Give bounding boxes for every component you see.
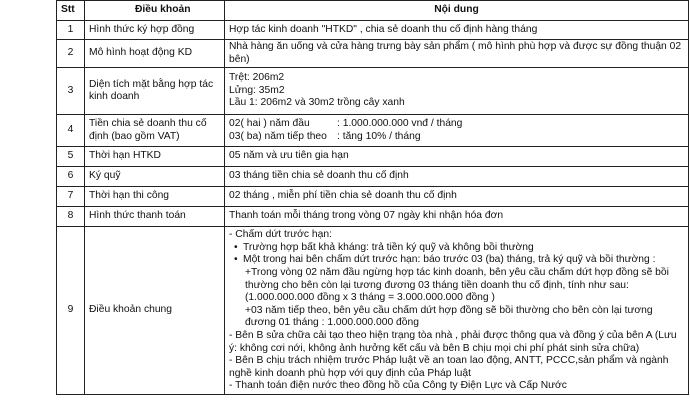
header-term: Điều khoản: [85, 1, 225, 21]
table-row: [57, 40, 689, 68]
contract-terms-page: [56, 0, 688, 417]
table-row: [57, 227, 689, 395]
row-content: [225, 115, 689, 147]
clause-line: - Thanh toán điện nước theo đồng hồ của Công ty Điện Lực và Cấp Nước: [229, 380, 567, 392]
row-term: Tiền chia sẻ doanh thu cố định (bao gồm VAT): [85, 115, 225, 147]
row-term: Hình thức thanh toán: [85, 207, 225, 227]
row-term: Hình thức ký hợp đồng: [85, 21, 225, 40]
clause-line: - Chấm dứt trước hạn:: [229, 229, 332, 241]
clause-line: (1.000.000.000 đồng x 3 tháng = 3.000.000.000 đồng ): [245, 292, 495, 304]
table-row: [57, 68, 689, 115]
header-stt: Stt: [57, 1, 85, 21]
revenue-period: 02( hai ) năm đầu: [229, 118, 310, 130]
revenue-amount: : tăng 10% / tháng: [337, 130, 421, 142]
row-content: 03 tháng tiền chia sẻ doanh thu cố định: [225, 167, 689, 187]
clause-line: +03 năm tiếp theo, bên yêu cầu chấm dứt hợp đồng sẽ bồi thường cho bên còn lại tương: [245, 304, 653, 316]
area-mezzanine: Lửng: 35m2: [229, 84, 285, 96]
clause-line: - Bên B sửa chữa cải tạo theo hiện trạng tòa nhà , phải được thông qua và đồng ý của bên A (Lưu: [229, 329, 677, 341]
row-content: 02 tháng , miễn phí tiền chia sẻ doanh thu cố định: [225, 187, 689, 207]
row-content: Hợp tác kinh doanh "HTKD" , chia sẻ doanh thu cố định hàng tháng: [225, 21, 689, 40]
clause-line: thường cho bên còn lại tương đương 03 tháng tiền doanh thu cố định, tính như sau:: [245, 279, 629, 291]
clause-line: ý: không cơi nới, không ảnh hưởng kết cấu và bên B chịu mọi chi phí phát sinh sửa chữa): [229, 342, 640, 354]
row-content: Thanh toán mỗi tháng trong vòng 07 ngày khi nhận hóa đơn: [225, 207, 689, 227]
clause-line: - Bên B chịu trách nhiệm trước Pháp luật về an toan lao động, ANTT, PCCC,sản phẩm và ngành: [229, 355, 669, 367]
row-number: 9: [57, 227, 85, 395]
row-number: 1: [57, 21, 85, 40]
row-content: [225, 227, 689, 395]
table-row: [57, 147, 689, 167]
clause-bullet: • Trường hợp bất khả kháng: trả tiền ký quỹ và không bồi thường: [235, 242, 684, 255]
row-content: [225, 40, 689, 68]
row-number: 3: [57, 68, 85, 115]
table-row: [57, 115, 689, 147]
row-content: [225, 68, 689, 115]
table-header-row: [57, 1, 689, 21]
revenue-amount: : 1.000.000.000 vnđ / tháng: [337, 118, 463, 130]
revenue-share-line: [229, 131, 684, 144]
area-ground-floor: Trệt: 206m2: [229, 72, 285, 84]
row-content: 05 năm và ưu tiên gia hạn: [225, 147, 689, 167]
area-first-floor: Lầu 1: 206m2 và 30m2 trồng cây xanh: [229, 97, 405, 109]
header-content: Nội dung: [225, 1, 689, 21]
table-row: [57, 207, 689, 227]
contract-terms-table: [56, 0, 689, 395]
clause-line: đương 01 tháng : 1.000.000.000 đồng: [245, 317, 419, 329]
row-number: 6: [57, 167, 85, 187]
table-row: [57, 21, 689, 40]
clause-line: +Trong vòng 02 năm đầu ngừng hợp tác kinh doanh, bên yêu cầu chấm dứt hợp đồng sẽ bồi: [245, 266, 669, 278]
clause-bullet: • Một trong hai bên chấm dứt trước hạn: báo trước 03 (ba) tháng, trả ký quỹ và bồi thường :: [235, 254, 684, 267]
row-term: Ký quỹ: [85, 167, 225, 187]
row-term: Diện tích mặt bằng hợp tác kinh doanh: [85, 68, 225, 115]
row-number: 4: [57, 115, 85, 147]
row-term: Mô hình hoạt động KD: [85, 40, 225, 68]
row-content-text: Nhà hàng ăn uống và cửa hàng trưng bày sản phẩm ( mô hình phù hợp và được sự đồng thuận 02 bên): [229, 41, 682, 65]
row-number: 5: [57, 147, 85, 167]
row-number: 7: [57, 187, 85, 207]
table-row: [57, 167, 689, 187]
row-term: Thời hạn thi công: [85, 187, 225, 207]
row-term: Điều khoản chung: [85, 227, 225, 395]
clause-line: nghề kinh doanh phù hợp với quy định của Pháp luật: [229, 367, 471, 379]
revenue-period: 03( ba) năm tiếp theo: [229, 130, 327, 142]
row-term: Thời hạn HTKD: [85, 147, 225, 167]
row-number: 8: [57, 207, 85, 227]
revenue-share-line: [229, 118, 684, 131]
row-number: 2: [57, 40, 85, 68]
table-row: [57, 187, 689, 207]
